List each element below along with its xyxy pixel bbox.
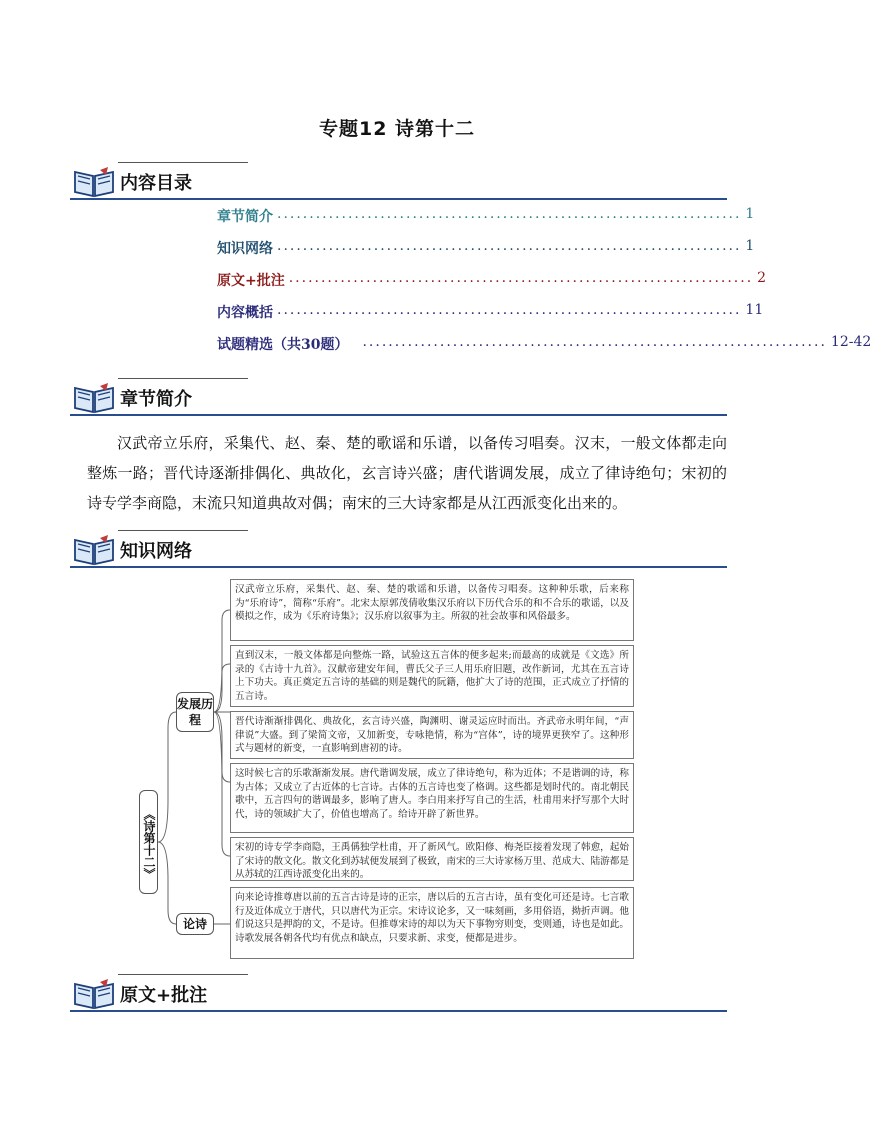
toc-item-title: 知识网络 xyxy=(217,241,273,257)
mindmap-branch-development: 发展历程 xyxy=(176,692,214,732)
toc-item-title: 章节简介 xyxy=(217,209,273,225)
section-label-source: 原文+批注 xyxy=(120,985,208,1006)
toc-item-title: 原文+批注 xyxy=(217,273,285,289)
toc-item-page: 1 xyxy=(745,206,755,222)
section-header-source xyxy=(70,974,727,1014)
page-title: 专题12 诗第十二 xyxy=(318,118,476,140)
toc-leader-dots: ........................................................................ xyxy=(277,238,742,254)
toc-item-page: 2 xyxy=(757,270,767,286)
mindmap-box-jin: 晋代诗渐渐排偶化、典故化，玄言诗兴盛，陶渊明、谢灵运应时而出。齐武帝永明年间，“声律说”大盛。到了梁简文帝，又加新变，专咏艳情，称为“宫体”，诗的境界更狭窄了。这种形式与题材的新变，一直影响到唐初的诗。 xyxy=(230,711,634,759)
mindmap-branch-theory: 论诗 xyxy=(176,913,214,935)
mindmap-box-song: 宋初的诗专学李商隐，王禹偁独学杜甫，开了新风气。欧阳修、梅尧臣接着发现了韩愈，起始了宋诗的散文化。散文化到苏轼便发展到了极致，南宋的三大诗家杨万里、范成大、陆游都是从苏轼的江西诗派变化出来的。 xyxy=(230,837,634,881)
mindmap-box-yuefu: 汉武帝立乐府，采集代、赵、秦、楚的歌谣和乐谱，以备传习唱奏。这种种乐歌，后来称为“乐府诗”，简称“乐府”。北宋太原郭茂倩收集汉乐府以下历代合乐的和不合乐的歌谣，以及模拟之作，成为《乐府诗集》；汉乐府以叙事为主。所叙的社会故事和风俗最多。 xyxy=(230,579,634,641)
toc-item-page: 11 xyxy=(745,302,764,318)
header-bottom-line xyxy=(70,1010,727,1012)
book-icon xyxy=(72,978,116,1010)
mindmap-root-node: 《诗第十二》 xyxy=(139,790,158,894)
toc-item-page: 1 xyxy=(745,238,755,254)
mindmap-box-tang: 这时候七言的乐歌渐渐发展。唐代谐调发展，成立了律诗绝句，称为近体；不是谐调的诗，称为古体；又成立了古近体的七言诗。古体的五言诗也变了格调。这些都是划时代的。南北朝民歌中，五言四句的谐调最多，影响了唐人。李白用来抒写自己的生活，杜甫用来抒写那个大时代，诗的领域扩大了，价值也增高了。给诗开辟了新世界。 xyxy=(230,763,634,833)
toc-leader-dots: ........................................................................ xyxy=(277,302,742,318)
mindmap-box-han-end: 直到汉末，一般文体都是向整炼一路，试验这五言体的便多起来;而最高的成就是《文选》所录的《古诗十九首》。汉献帝建安年间，曹氏父子三人用乐府旧题，改作新词，尤其在五言诗上下功夫。真正奠定五言诗的基础的则是魏代的阮籍，他扩大了诗的范围，正式成立了抒情的五言诗。 xyxy=(230,645,634,707)
toc-item-title: 内容概括 xyxy=(217,305,273,321)
section-label-toc: 内容目录 xyxy=(120,173,192,194)
toc-item-page: 12-42 xyxy=(830,334,871,350)
header-top-line xyxy=(118,974,248,975)
intro-paragraph: 汉武帝立乐府，采集代、赵、秦、楚的歌谣和乐谱，以备传习唱奏。汉末，一般文体都走向整炼一路；晋代诗逐渐排偶化、典故化，玄言诗兴盛；唐代谐调发展，成立了律诗绝句；宋初的诗专学李商隐，末流只知道典故对偶；南宋的三大诗家都是从江西派变化出来的。 xyxy=(87,434,727,512)
toc-leader-dots: ........................................................................ xyxy=(362,334,827,350)
toc-item-title: 试题精选（共30题） xyxy=(217,337,349,353)
toc-leader-dots: ........................................................................ xyxy=(288,270,754,286)
mindmap-box-theory: 向来论诗推尊唐以前的五言古诗是诗的正宗，唐以后的五言古诗，虽有变化可还是诗。七言歌行及近体成立于唐代，只以唐代为正宗。宋诗议论多，又一味刻画，多用俗语，拗折声调。他们说这只是押韵的文，不是诗。但推尊宋诗的却以为天下事物穷则变，变则通，诗也是如此。诗歌发展各朝各代均有优点和缺点，只要求新、求变，便都是进步。 xyxy=(230,887,634,959)
section-label-network: 知识网络 xyxy=(120,541,192,562)
toc-leader-dots: ........................................................................ xyxy=(277,206,742,222)
section-label-intro: 章节简介 xyxy=(120,389,192,410)
